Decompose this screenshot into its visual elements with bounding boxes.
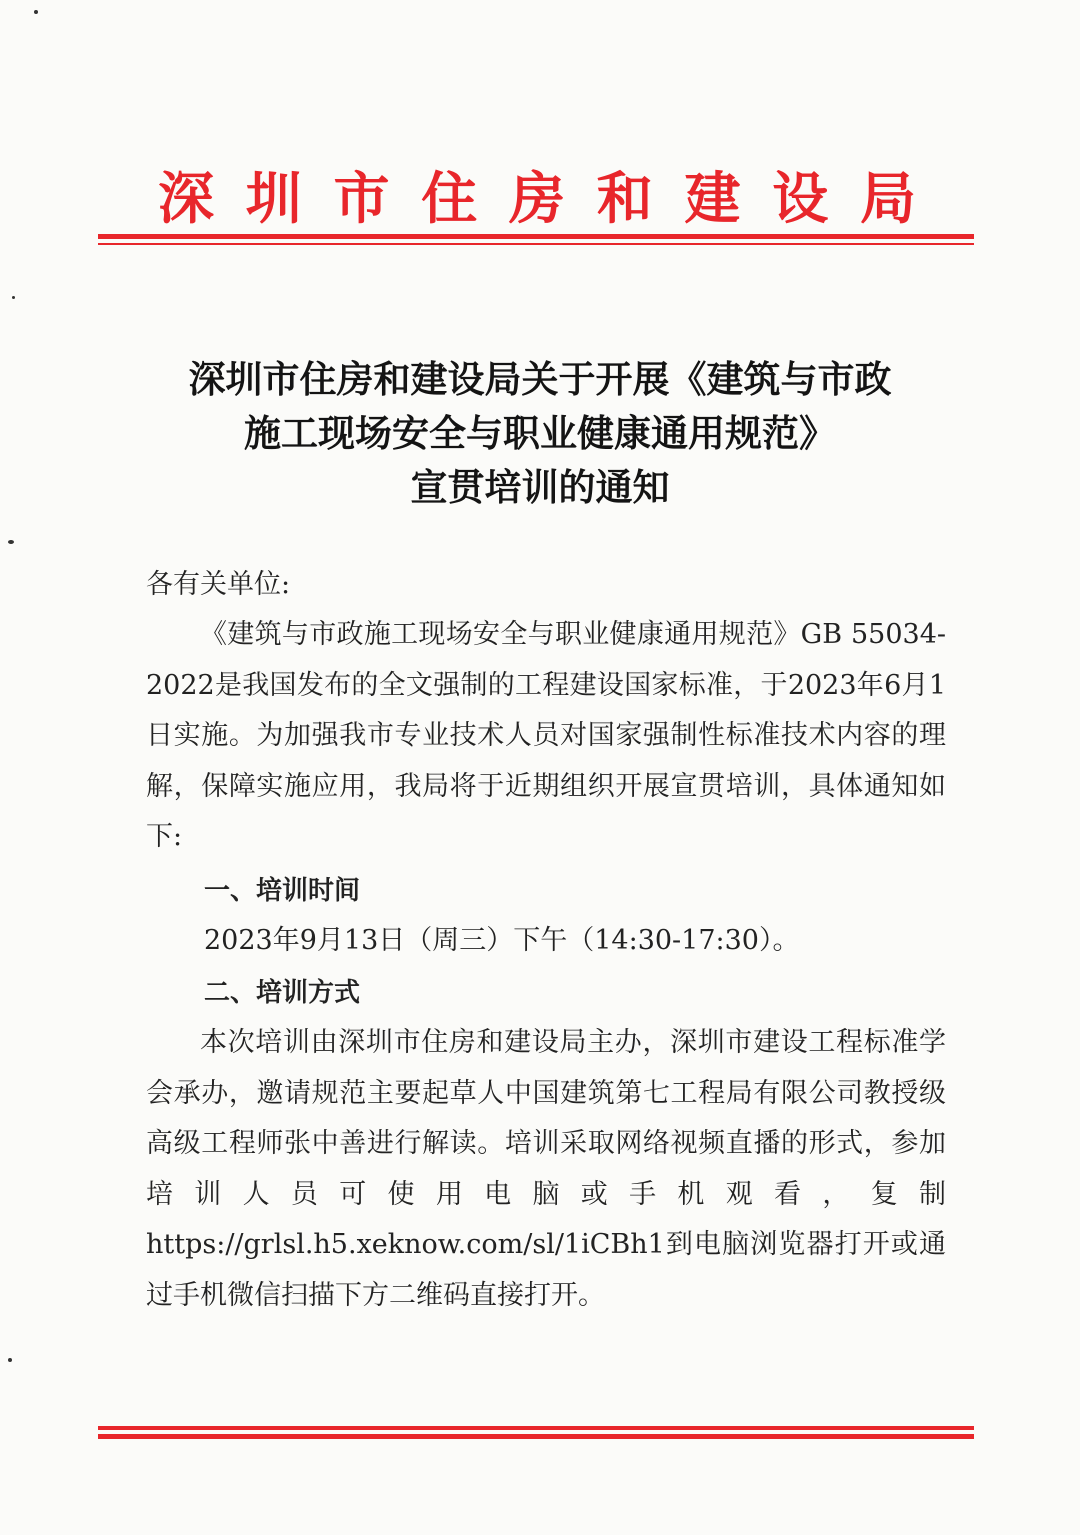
letterhead-char: 市 xyxy=(333,167,390,232)
footer-rule-thin xyxy=(98,1426,974,1430)
letterhead xyxy=(100,160,974,240)
letterhead-char: 房 xyxy=(509,167,565,232)
section-heading-time: 一、培训时间 xyxy=(204,876,361,906)
scan-speck xyxy=(8,1358,12,1362)
document-title xyxy=(100,352,980,514)
letterhead-char: 建 xyxy=(684,167,741,232)
title-line: 宣贯培训的通知 xyxy=(410,465,670,509)
letterhead-rule-thick xyxy=(98,234,974,239)
intro-paragraph: 《建筑与市政施工现场安全与职业健康通用规范》GB 55034-2022是我国发布的全文强制的工程建设国家标准，于2023年6月1日实施。为加强我市专业技术人员对国家强制性标准技术内容的理解，保障实施应用，我局将于近期组织开展宣贯培训，具体通知如下: xyxy=(146,619,946,852)
footer-rule-thick xyxy=(98,1434,974,1439)
training-time: 2023年9月13日（周三）下午（14:30-17:30）。 xyxy=(204,925,800,956)
letterhead-char: 和 xyxy=(596,167,653,232)
letterhead-char: 局 xyxy=(860,167,916,232)
letterhead-char: 设 xyxy=(772,167,829,232)
letterhead-rule-thin xyxy=(98,243,974,245)
section-heading-method: 二、培训方式 xyxy=(204,978,361,1008)
scan-speck xyxy=(34,10,38,14)
letterhead-char: 住 xyxy=(421,167,478,232)
salutation: 各有关单位: xyxy=(146,569,291,600)
scan-speck xyxy=(8,540,14,544)
letterhead-char: 深 xyxy=(158,167,214,232)
scan-speck xyxy=(12,296,15,299)
method-paragraph: 本次培训由深圳市住房和建设局主办，深圳市建设工程标准学会承办，邀请规范主要起草人中国建筑第七工程局有限公司教授级高级工程师张中善进行解读。培训采取网络视频直播的形式，参加培训人员可使用电脑或手机观看，复制https://grlsl.h5.xeknow.com/sl/1iCBh1到电脑浏览器打开或通过手机微信扫描下方二维码直接打开。 xyxy=(146,1027,946,1311)
title-line: 施工现场安全与职业健康通用规范》 xyxy=(244,411,836,455)
letterhead-char: 圳 xyxy=(245,167,302,232)
title-line: 深圳市住房和建设局关于开展《建筑与市政 xyxy=(188,357,892,401)
